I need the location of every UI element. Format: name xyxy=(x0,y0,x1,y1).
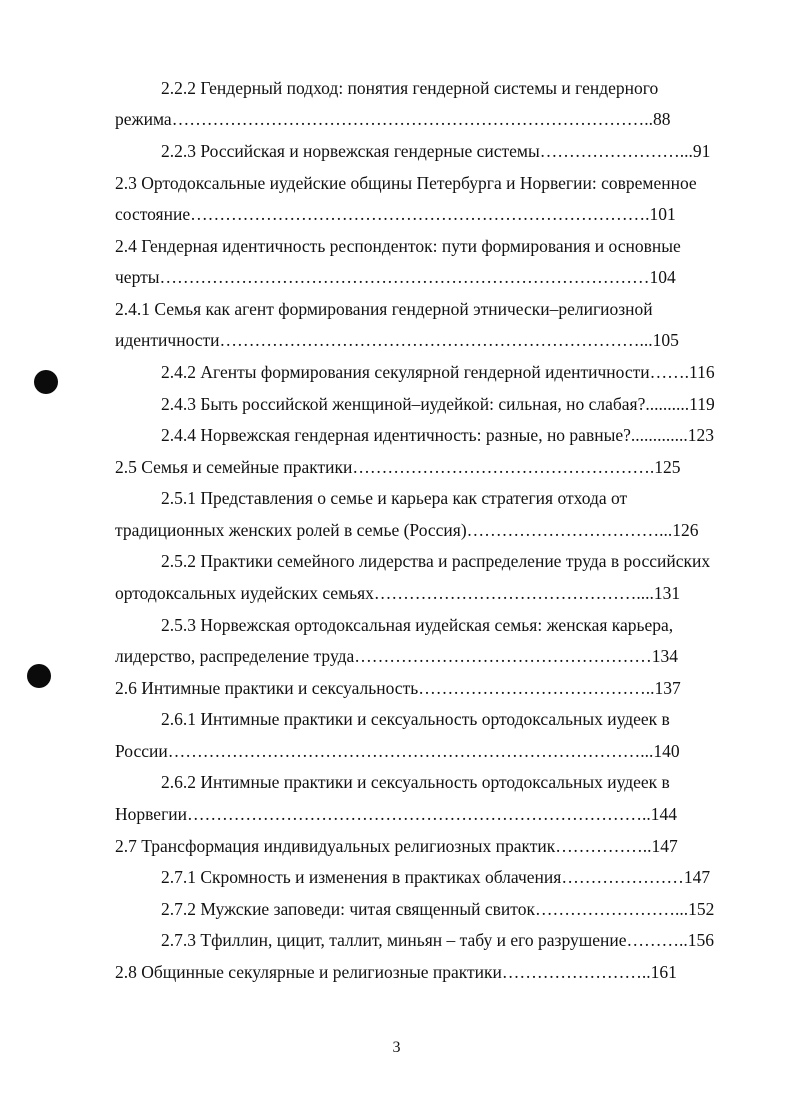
punch-hole-mark xyxy=(34,370,58,394)
toc-entry-line: ортодоксальных иудейских семьях………………………………………....131 xyxy=(115,583,681,603)
toc-entry-line: 2.5.1 Представления о семье и карьера как стратегия отхода от xyxy=(161,488,628,508)
toc-entry-line: 2.4.2 Агенты формирования секулярной гендерной идентичности…….116 xyxy=(161,362,715,382)
toc-entry-line: традиционных женских ролей в семье (Россия)……………………………...126 xyxy=(115,520,699,540)
toc-entry-line: 2.6.2 Интимные практики и сексуальность ортодоксальных иудеек в xyxy=(161,772,670,792)
toc-entry-line: 2.5.3 Норвежская ортодоксальная иудейская семья: женская карьера, xyxy=(161,615,674,635)
toc-entry-line: 2.6.1 Интимные практики и сексуальность ортодоксальных иудеек в xyxy=(161,709,670,729)
page-number: 3 xyxy=(392,1039,401,1056)
toc-entry-line: идентичности………………………………………………………………...105 xyxy=(115,330,679,350)
toc-entry-line: 2.4.3 Быть российской женщиной–иудейкой: сильная, но слабая?..........119 xyxy=(161,394,715,414)
toc-entry-line: 2.7 Трансформация индивидуальных религиозных практик……………..147 xyxy=(115,836,678,856)
toc-entry-line: 2.7.1 Скромность и изменения в практиках облачения…………………147 xyxy=(161,867,711,887)
toc-entry-line: состояние…………………………………………………………………….101 xyxy=(115,204,676,224)
toc-entry-line: Норвегии……………………………………………………………………..144 xyxy=(115,804,677,824)
toc-entry-line: лидерство, распределение труда……………………………………………134 xyxy=(115,646,679,666)
toc-entry-line: 2.4.4 Норвежская гендерная идентичность: разные, но равные?.............123 xyxy=(161,425,714,445)
toc-entry-line: 2.8 Общинные секулярные и религиозные практики……………………..161 xyxy=(115,962,677,982)
punch-hole-mark xyxy=(27,664,51,688)
toc-entry-line: 2.7.3 Тфиллин, цицит, таллит, миньян – табу и его разрушение………..156 xyxy=(161,930,714,950)
toc-entry-line: 2.3 Ортодоксальные иудейские общины Петербурга и Норвегии: современное xyxy=(115,173,697,193)
toc-entry-line: режима………………………………………………………………………..88 xyxy=(115,109,671,129)
toc-entry-line: 2.4.1 Семья как агент формирования гендерной этнически–религиозной xyxy=(115,299,653,319)
toc-entry-line: 2.2.2 Гендерный подход: понятия гендерной системы и гендерного xyxy=(161,78,659,98)
toc-entry-line: черты…………………………………………………………………………104 xyxy=(115,267,676,287)
toc-entry-line: России………………………………………………………………………...140 xyxy=(115,741,680,761)
toc-entry-line: 2.2.3 Российская и норвежская гендерные системы……………………...91 xyxy=(161,141,711,161)
toc-entry-line: 2.5.2 Практики семейного лидерства и распределение труда в российских xyxy=(161,551,711,571)
toc-entry-line: 2.7.2 Мужские заповеди: читая священный свиток……………………...152 xyxy=(161,899,715,919)
toc-entry-line: 2.4 Гендерная идентичность респонденток: пути формирования и основные xyxy=(115,236,681,256)
toc-entry-line: 2.5 Семья и семейные практики…………………………………………….125 xyxy=(115,457,681,477)
toc-entry-line: 2.6 Интимные практики и сексуальность…………………………………..137 xyxy=(115,678,681,698)
